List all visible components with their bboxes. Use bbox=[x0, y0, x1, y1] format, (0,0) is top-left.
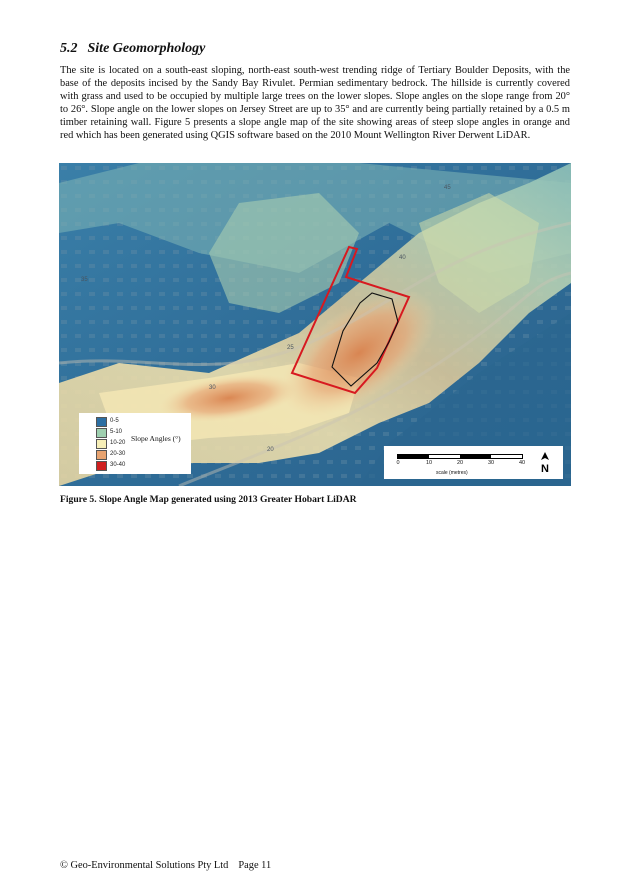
legend-title: Slope Angles (°) bbox=[131, 434, 181, 443]
map-legend bbox=[79, 413, 191, 474]
footer-company: © Geo-Environmental Solutions Pty Ltd bbox=[60, 860, 229, 871]
legend-label: 30-40 bbox=[110, 462, 126, 468]
svg-text:45: 45 bbox=[444, 185, 451, 191]
scale-tick: 0 bbox=[396, 460, 400, 466]
legend-swatch bbox=[96, 450, 107, 460]
scale-bar bbox=[397, 454, 523, 459]
legend-label: 20-30 bbox=[110, 451, 126, 457]
scale-tick: 40 bbox=[518, 460, 526, 466]
section-heading bbox=[60, 41, 205, 57]
legend-swatch bbox=[96, 428, 107, 438]
scale-bar-box bbox=[384, 446, 563, 479]
page-footer bbox=[60, 860, 271, 871]
legend-swatch bbox=[96, 439, 107, 449]
svg-text:35: 35 bbox=[81, 277, 88, 283]
body-paragraph: The site is located on a south-east sloping, north-east south-west trending ridge of Tertiary Boulder Deposits, with the base of the deposits incised by the Sandy Bay Rivulet. Permian sedimentary bedrock. The hillside is currently covered with grass and used to be occupied by multiple large trees on the lower slopes. Slope angles on the slope range from 20° to 26°. Slope angle on the lower slopes on Jersey Street are up to 35° and are currently being partially retained by a 0.5 m timber retaining wall. Figure 5 presents a slope angle map of the site showing areas of steep slope angles in orange and red which has been generated using QGIS software based on the 2010 Mount Wellington River Derwent LiDAR. bbox=[60, 65, 570, 141]
legend-swatch bbox=[96, 461, 107, 471]
legend-label: 10-20 bbox=[110, 440, 126, 446]
scale-tick: 10 bbox=[425, 460, 433, 466]
scale-tick: 20 bbox=[456, 460, 464, 466]
slope-angle-map bbox=[59, 163, 571, 486]
figure-caption: Figure 5. Slope Angle Map generated using 2013 Greater Hobart LiDAR bbox=[60, 494, 357, 505]
footer-page-number: Page 11 bbox=[238, 860, 272, 871]
north-label: N bbox=[541, 463, 549, 474]
legend-swatch bbox=[96, 417, 107, 427]
section-title: Site Geomorphology bbox=[87, 41, 206, 56]
svg-text:40: 40 bbox=[399, 255, 406, 261]
scale-tick: 30 bbox=[487, 460, 495, 466]
svg-text:25: 25 bbox=[287, 345, 294, 351]
svg-text:30: 30 bbox=[209, 385, 216, 391]
scale-title: scale (metres) bbox=[436, 470, 468, 476]
legend-label: 0-5 bbox=[110, 418, 119, 424]
legend-label: 5-10 bbox=[110, 429, 123, 435]
section-number: 5.2 bbox=[60, 41, 78, 56]
north-arrow-icon bbox=[535, 452, 555, 474]
svg-text:20: 20 bbox=[267, 447, 274, 453]
